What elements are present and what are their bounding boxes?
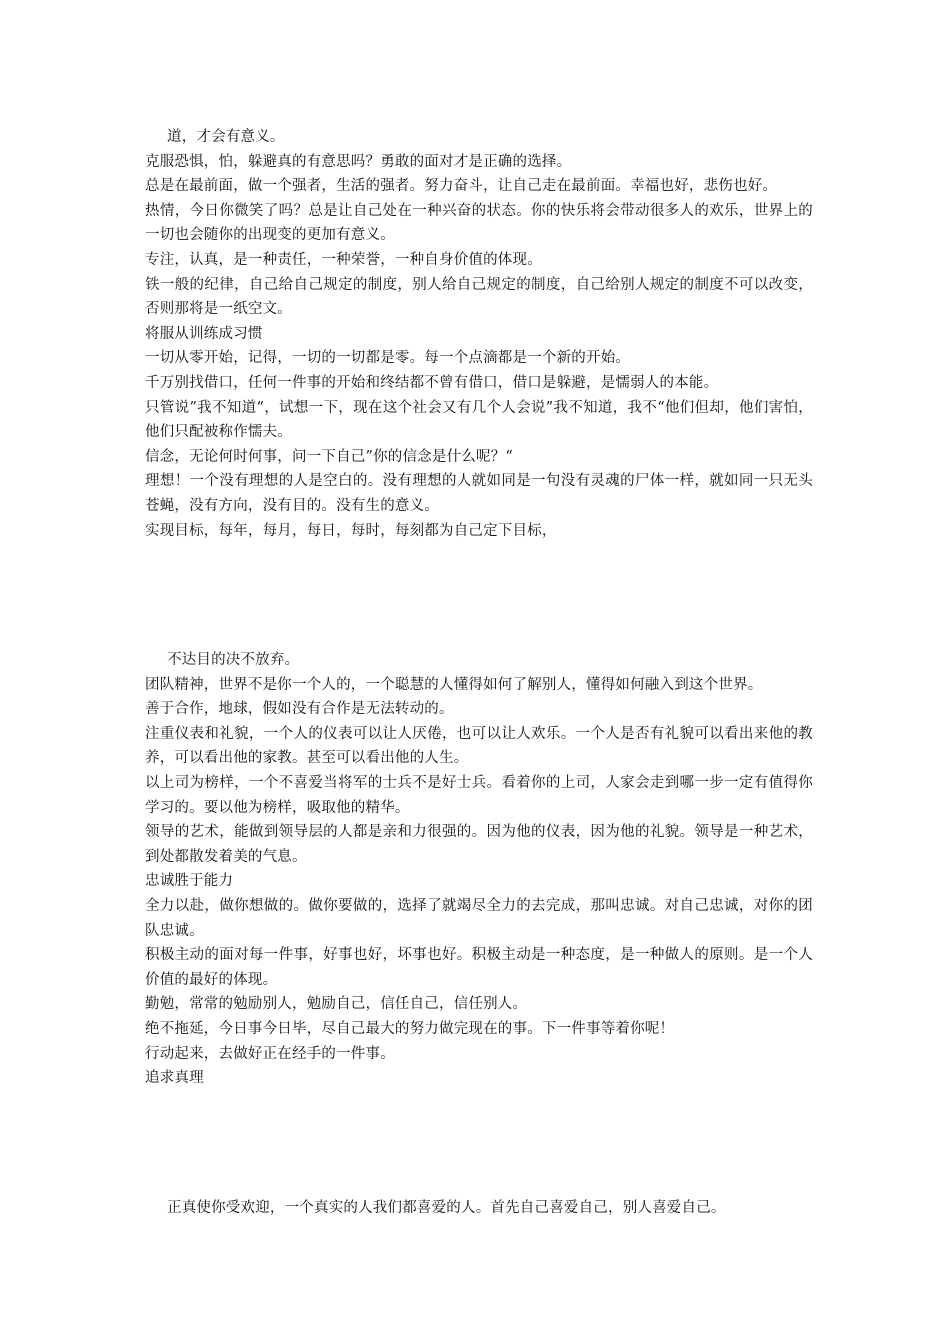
paragraph: 只管说”我不知道“，试想一下，现在这个社会又有几个人会说”我不知道，我不“他们但却，他们害怕，他们只配被称作懦夫。: [145, 399, 813, 441]
text-block-3: [145, 1196, 825, 1221]
paragraph: 一切从零开始，记得，一切的一切都是零。每一个点滴都是一个新的开始。: [145, 350, 631, 367]
paragraph: 团队精神，世界不是你一个人的，一个聪慧的人懂得如何了解别人，懂得如何融入到这个世界。: [145, 676, 763, 693]
paragraph: 道，才会有意义。: [167, 129, 285, 145]
paragraph: 总是在最前面，做一个强者，生活的强者。努力奋斗，让自己走在最前面。幸福也好，悲伤也好。: [145, 178, 778, 195]
paragraph: 勤勉，常常的勉励别人，勉励自己，信任自己，信任别人。: [145, 996, 528, 1013]
paragraph: 善于合作，地球，假如没有合作是无法转动的。: [145, 701, 454, 718]
paragraph-heading: 追求真理: [145, 1070, 204, 1087]
paragraph: 注重仪表和礼貌，一个人的仪表可以让人厌倦，也可以让人欢乐。一个人是否有礼貌可以看出来他的教养，可以看出他的家教。甚至可以看出他的人生。: [145, 725, 813, 767]
paragraph: 以上司为榜样，一个不喜爱当将军的士兵不是好士兵。看着你的上司，人家会走到哪一步一定有值得你学习的。要以他为榜样，吸取他的精华。: [145, 774, 813, 816]
paragraph: 理想！一个没有理想的人是空白的。没有理想的人就如同是一句没有灵魂的尸体一样，就如同一只无头苍蝇，没有方向，没有目的。没有生的意义。: [145, 473, 813, 514]
paragraph: 积极主动的面对每一件事，好事也好，坏事也好。积极主动是一种态度，是一种做人的原则。是一个人价值的最好的体现。: [145, 947, 813, 988]
paragraph-heading: 忠诚胜于能力: [145, 873, 234, 890]
paragraph: 行动起来，去做好正在经手的一件事。: [145, 1045, 395, 1062]
paragraph-heading: 将服从训练成习惯: [145, 325, 263, 342]
paragraph: 信念，无论何时何事，问一下自己”你的信念是什么呢？“: [145, 448, 514, 465]
paragraph: 实现目标，每年，每月，每日，每时，每刻都为自己定下目标，: [145, 522, 557, 539]
paragraph: 千万别找借口，任何一件事的开始和终结都不曾有借口，借口是躲避，是懦弱人的本能。: [145, 374, 719, 391]
paragraph: 铁一般的纪律，自己给自己规定的制度，别人给自己规定的制度，自己给别人规定的制度不可以改变，否则那将是一纸空文。: [145, 276, 813, 318]
paragraph: 正真使你受欢迎，一个真实的人我们都喜爱的人。首先自己喜爱自己，别人喜爱自己。: [167, 1200, 726, 1216]
text-block-1: [145, 125, 813, 543]
paragraph: 热情，今日你微笑了吗？总是让自己处在一种兴奋的状态。你的快乐将会带动很多人的欢乐，世界上的一切也会随你的出现变的更加有意义。: [145, 202, 813, 244]
paragraph: 克服恐惧，怕，躲避真的有意思吗？勇敢的面对才是正确的选择。: [145, 153, 572, 170]
paragraph: 不达目的决不放弃。: [167, 652, 300, 668]
text-block-2: [145, 648, 813, 1091]
paragraph: 领导的艺术，能做到领导层的人都是亲和力很强的。因为他的仪表，因为他的礼貌。领导是一种艺术，到处都散发着美的气息。: [145, 824, 813, 865]
paragraph: 绝不拖延，今日事今日毕，尽自己最大的努力做完现在的事。下一件事等着你呢！: [145, 1020, 675, 1037]
paragraph: 专注，认真，是一种责任，一种荣誉，一种自身价值的体现。: [145, 251, 542, 268]
paragraph: 全力以赴，做你想做的。做你要做的，选择了就竭尽全力的去完成，那叫忠诚。对自己忠诚，对你的团队忠诚。: [145, 897, 813, 939]
